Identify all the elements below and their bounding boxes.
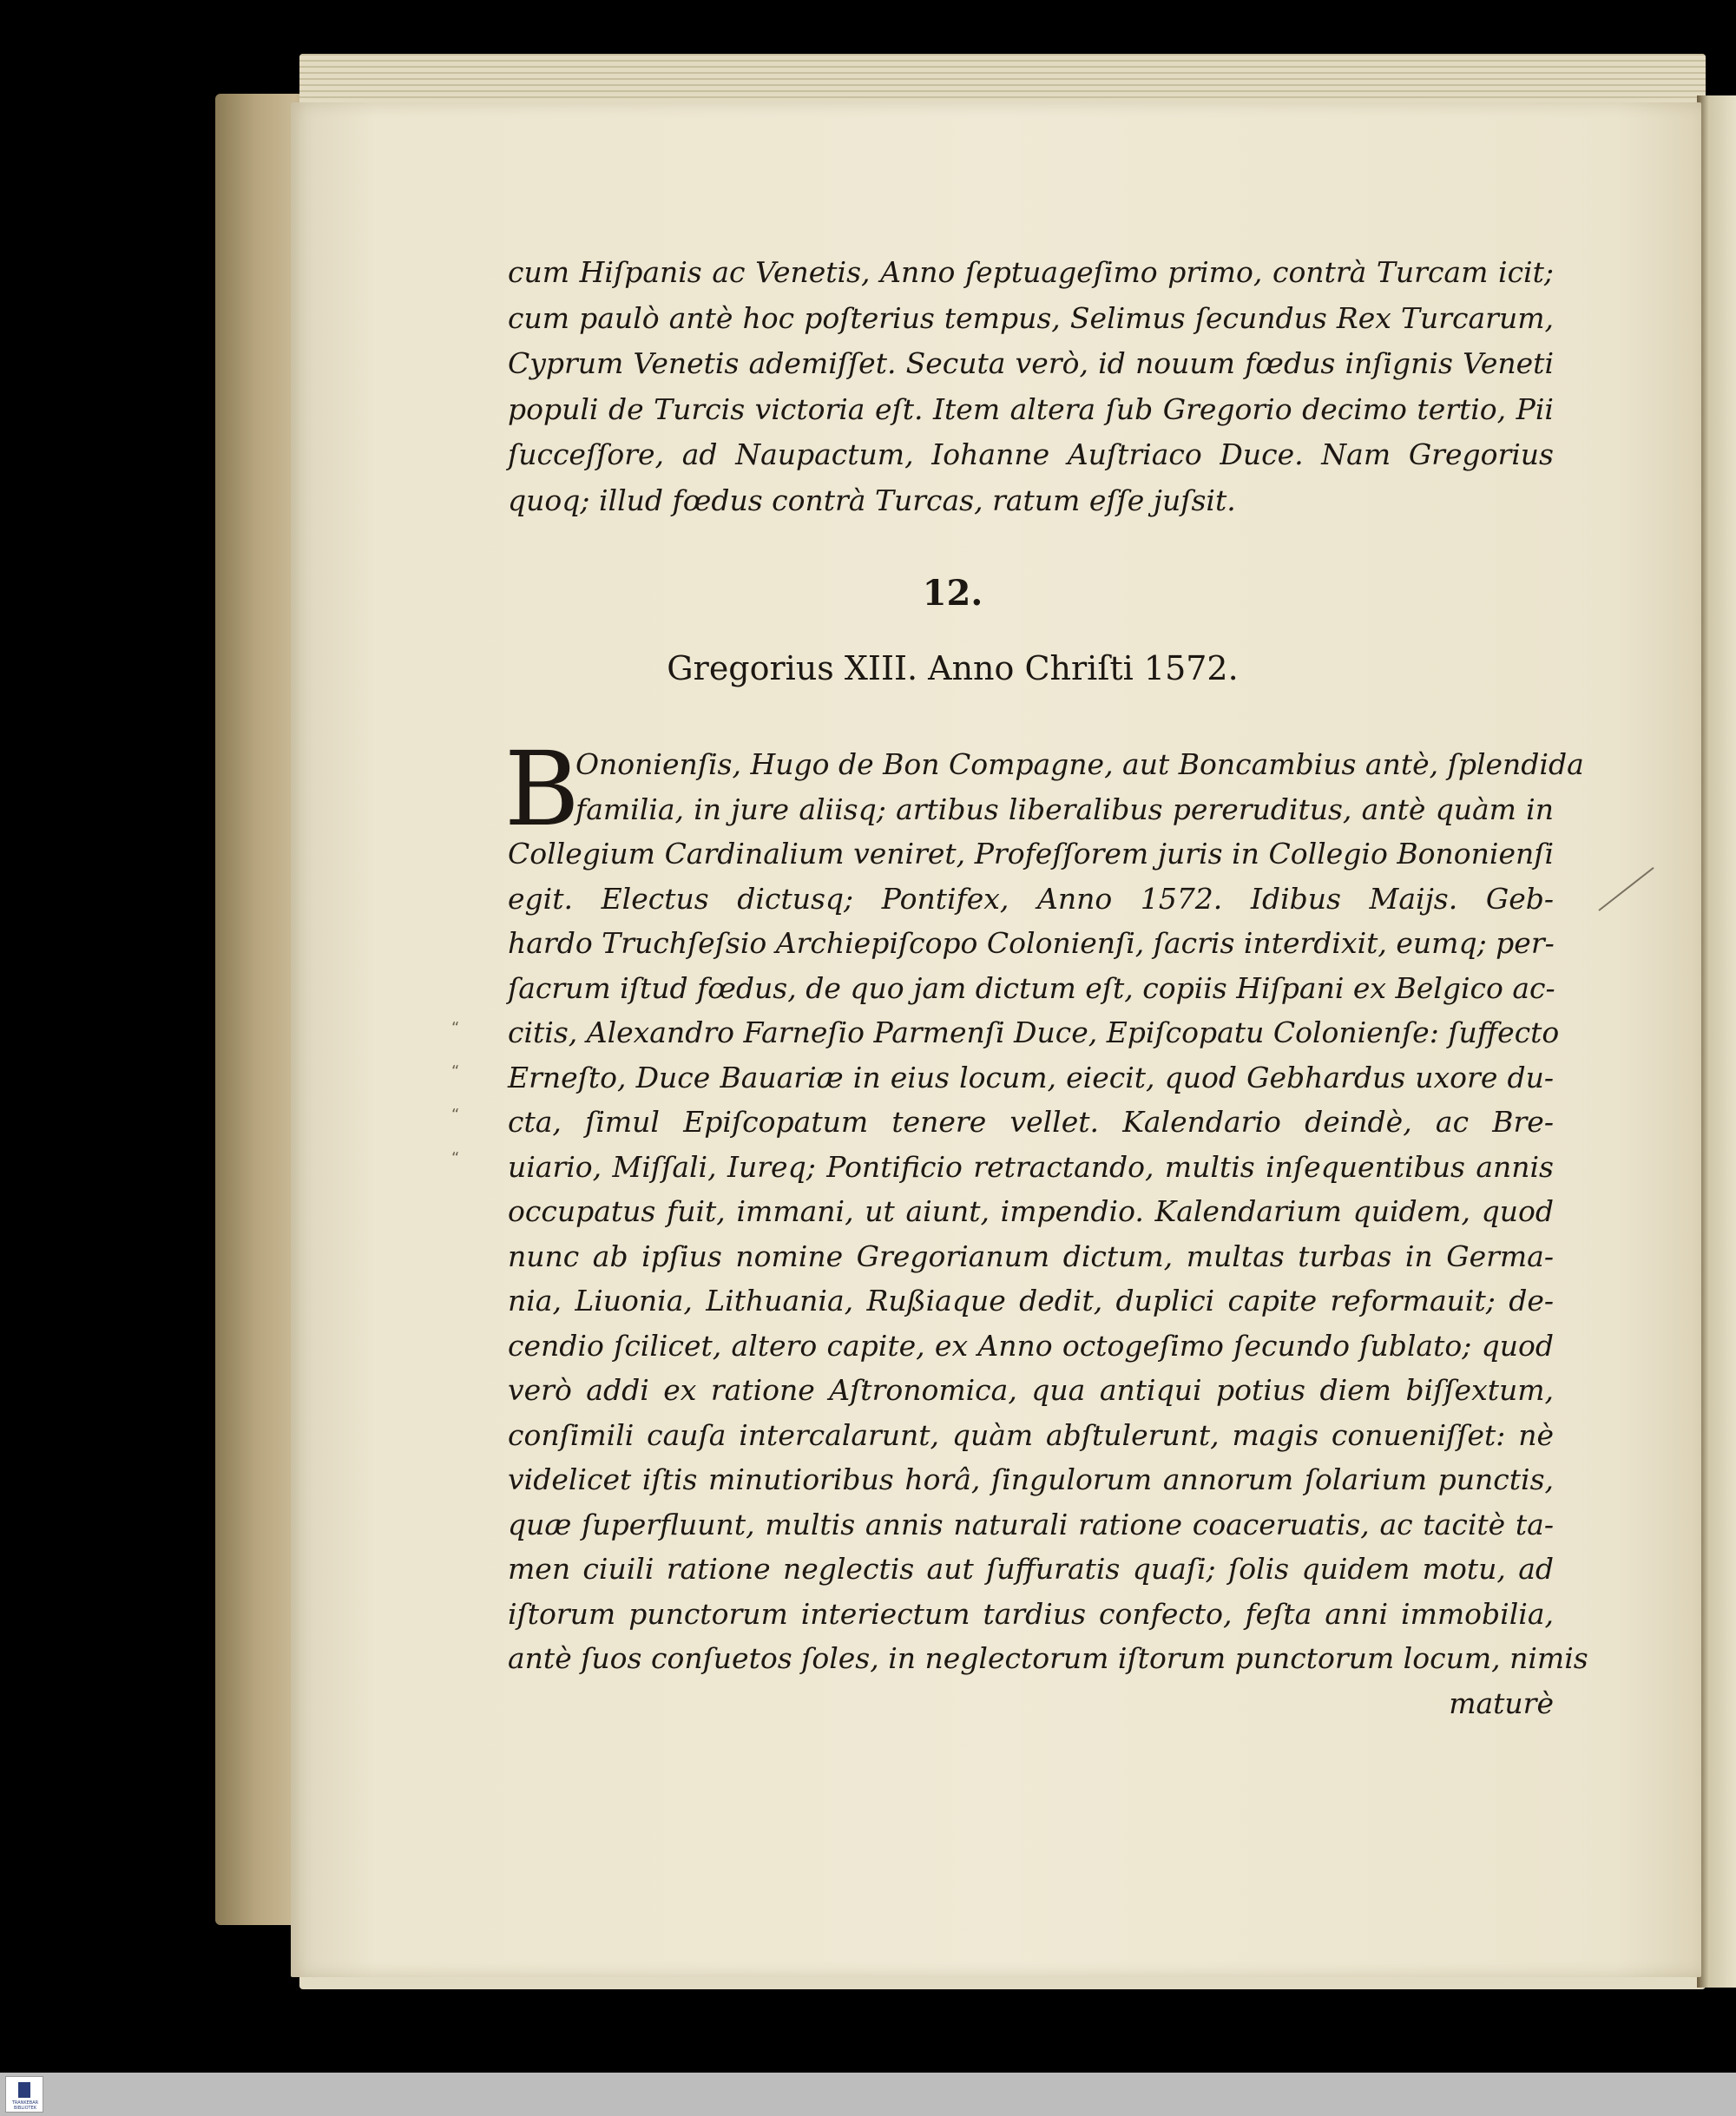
text-line: quoq; illud fœdus contrà Turcas, ratum eſſe juſsit. bbox=[508, 483, 1236, 517]
text-line: occupatus fuit, immani, ut aiunt, impendio. Kalendarium quidem, quod bbox=[508, 1194, 1554, 1228]
margin-mark: “ bbox=[451, 1149, 460, 1167]
viewer-footer-bar bbox=[0, 2073, 1736, 2116]
text-line: citis, Alexandro Farneſio Parmenſi Duce, Epiſcopatu Colonienſe: ſuffecto bbox=[508, 1015, 1560, 1049]
text-line: nia, Liuonia, Lithuania, Rußiaque dedit, duplici capite reformauit; de- bbox=[508, 1284, 1554, 1318]
text-line: Erneſto, Duce Bauariæ in eius locum, eiecit, quod Gebhardus uxore du- bbox=[508, 1060, 1554, 1094]
text-line: Ononienſis, Hugo de Bon Compagne, aut Boncambius antè, ſplendida bbox=[575, 747, 1584, 781]
text-line: cta, ſimul Epiſcopatum tenere vellet. Kalendario deindè, ac Bre- bbox=[508, 1105, 1554, 1139]
library-crest-icon bbox=[18, 2082, 30, 2098]
library-logo bbox=[5, 2076, 43, 2113]
text-line: hardo Truchſeſsio Archiepiſcopo Colonienſi, ſacris interdixit, eumq; per- bbox=[508, 926, 1555, 960]
drop-capital: B bbox=[504, 729, 580, 849]
text-line: cum Hiſpanis ac Venetis, Anno ſeptuageſimo primo, contrà Turcam icit; bbox=[508, 255, 1554, 289]
text-line: quæ ſuperfluunt, multis annis naturali ratione coaceruatis, ac tacitè ta- bbox=[508, 1507, 1554, 1541]
text-line: iſtorum punctorum interiectum tardius confecto, feſta anni immobilia, bbox=[508, 1596, 1554, 1631]
text-line: men ciuili ratione neglectis aut ſuffuratis quaſi; ſolis quidem motu, ad bbox=[508, 1552, 1554, 1586]
facing-page-edge bbox=[1697, 95, 1736, 1988]
text-line: uiario, Miſſali, Iureq; Pontificio retractando, multis inſequentibus annis bbox=[508, 1149, 1554, 1184]
paragraph-continued bbox=[508, 250, 1554, 523]
text-line: ſucceſſore, ad Naupactum, Iohanne Auſtriaco Duce. Nam Gregorius bbox=[508, 437, 1554, 471]
paragraph-gregorius bbox=[504, 729, 1588, 1725]
marginal-quote-marks bbox=[451, 1007, 459, 1180]
text-line: antè ſuos conſuetos ſoles, in neglectorum iſtorum punctorum locum, nimis bbox=[508, 1641, 1588, 1675]
text-line: egit. Electus dictusq; Pontifex, Anno 1572. Idibus Maijs. Geb- bbox=[508, 881, 1554, 916]
text-line: videlicet iſtis minutioribus horâ, ſingulorum annorum ſolarium punctis, bbox=[508, 1462, 1554, 1496]
text-line: Collegium Cardinalium veniret, Profeſſorem juris in Collegio Bononienſi bbox=[508, 837, 1554, 871]
section-heading: Gregorius XIII. Anno Chriſti 1572. bbox=[667, 649, 1239, 687]
margin-mark: “ bbox=[451, 1106, 460, 1124]
text-line: verò addi ex ratione Aſtronomica, qua antiqui potius diem biſſextum, bbox=[508, 1373, 1554, 1407]
margin-mark: “ bbox=[451, 1062, 460, 1081]
text-line: nunc ab ipſius nomine Gregorianum dictum, multas turbas in Germa- bbox=[508, 1239, 1554, 1273]
text-line: ſacrum iſtud fœdus, de quo jam dictum eſt, copiis Hiſpani ex Belgico ac- bbox=[508, 970, 1555, 1005]
catchword: maturè bbox=[1449, 1686, 1554, 1720]
margin-mark: “ bbox=[451, 1019, 460, 1037]
text-line: conſimili cauſa intercalarunt, quàm abſtulerunt, magis conueniſſet: nè bbox=[508, 1417, 1554, 1452]
text-line: familia, in jure aliisq; artibus liberalibus pereruditus, antè quàm in bbox=[575, 792, 1554, 826]
text-line: populi de Turcis victoria eſt. Item altera ſub Gregorio decimo tertio, Pii bbox=[508, 391, 1554, 426]
text-line: cum paulò antè hoc poſterius tempus, Selimus ſecundus Rex Turcarum, bbox=[508, 300, 1554, 335]
text-line: Cyprum Venetis ademiſſet. Secuta verò, id nouum fœdus inſignis Veneti bbox=[508, 346, 1554, 380]
section-number: 12. bbox=[922, 573, 983, 614]
text-line: cendio ſcilicet, altero capite, ex Anno octogeſimo ſecundo ſublato; quod bbox=[508, 1328, 1554, 1363]
library-logo-text: TRANKEBAR BIBLIOTEK bbox=[11, 2100, 39, 2111]
